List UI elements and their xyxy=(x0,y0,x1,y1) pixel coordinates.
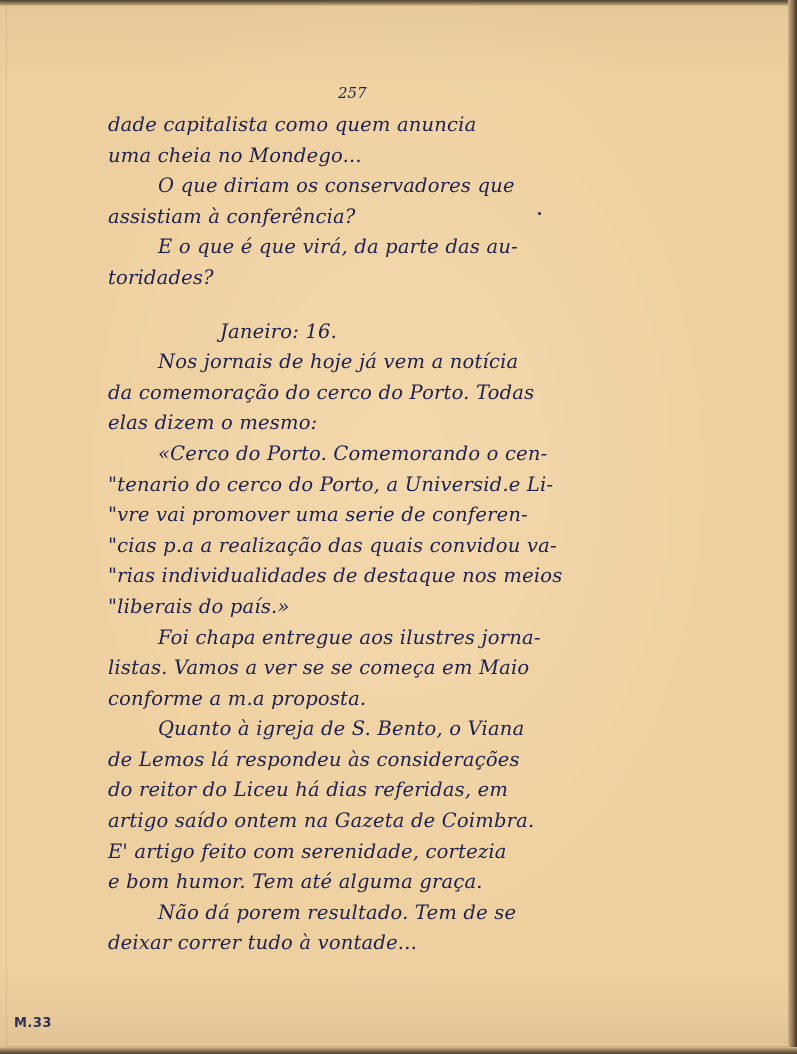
entry-date: Janeiro: 16. xyxy=(220,319,338,343)
text-line: Foi chapa entregue aos ilustres jorna- xyxy=(158,625,541,649)
quoted-line: "cias p.a a realização das quais convidou va- xyxy=(108,533,557,557)
ink-dot xyxy=(538,212,541,215)
catalog-mark: M.33 xyxy=(14,1016,52,1031)
text-line: e bom humor. Tem até alguma graça. xyxy=(108,870,483,894)
text-line: E o que é que virá, da parte das au- xyxy=(158,235,518,259)
text-line: toridades? xyxy=(108,265,214,289)
text-line: dade capitalista como quem anuncia xyxy=(108,113,477,136)
text-line: Quanto à igreja de S. Bento, o Viana xyxy=(158,717,525,741)
text-line: conforme a m.a proposta. xyxy=(108,686,367,710)
text-line: E' artigo feito com serenidade, cortezia xyxy=(108,839,507,863)
text-line: assistiam à conferência? xyxy=(108,204,356,228)
paragraph-gap xyxy=(108,294,608,317)
text-line: de Lemos lá respondeu às considerações xyxy=(108,747,520,771)
text-line: deixar correr tudo à vontade... xyxy=(108,931,418,955)
text-line: listas. Vamos a ver se se começa em Maio xyxy=(108,656,530,680)
text-line: do reitor do Liceu há dias referidas, em xyxy=(108,778,509,802)
text-line: da comemoração do cerco do Porto. Todas xyxy=(108,380,535,404)
text-line: Nos jornais de hoje já vem a notícia xyxy=(158,350,519,374)
quoted-line: "liberais do país.» xyxy=(108,594,290,618)
text-line: elas dizem o mesmo: xyxy=(108,411,318,435)
quoted-line: "rias individualidades de destaque nos meios xyxy=(108,564,563,588)
page-bottom-edge xyxy=(0,1047,797,1054)
page-number: 257 xyxy=(338,84,367,102)
text-line: uma cheia no Mondego... xyxy=(108,143,362,167)
text-line: O que diriam os conservadores que xyxy=(158,174,515,198)
text-line: Não dá porem resultado. Tem de se xyxy=(158,900,517,924)
quoted-line: "tenario do cerco do Porto, a Universid.e Li- xyxy=(108,472,554,496)
quoted-line: "vre vai promover uma serie de conferen- xyxy=(108,503,528,527)
quoted-line: «Cerco do Porto. Comemorando o cen- xyxy=(158,441,548,465)
handwritten-text xyxy=(108,110,608,959)
text-line: artigo saído ontem na Gazeta de Coimbra. xyxy=(108,809,535,833)
page-right-edge xyxy=(788,0,797,1054)
